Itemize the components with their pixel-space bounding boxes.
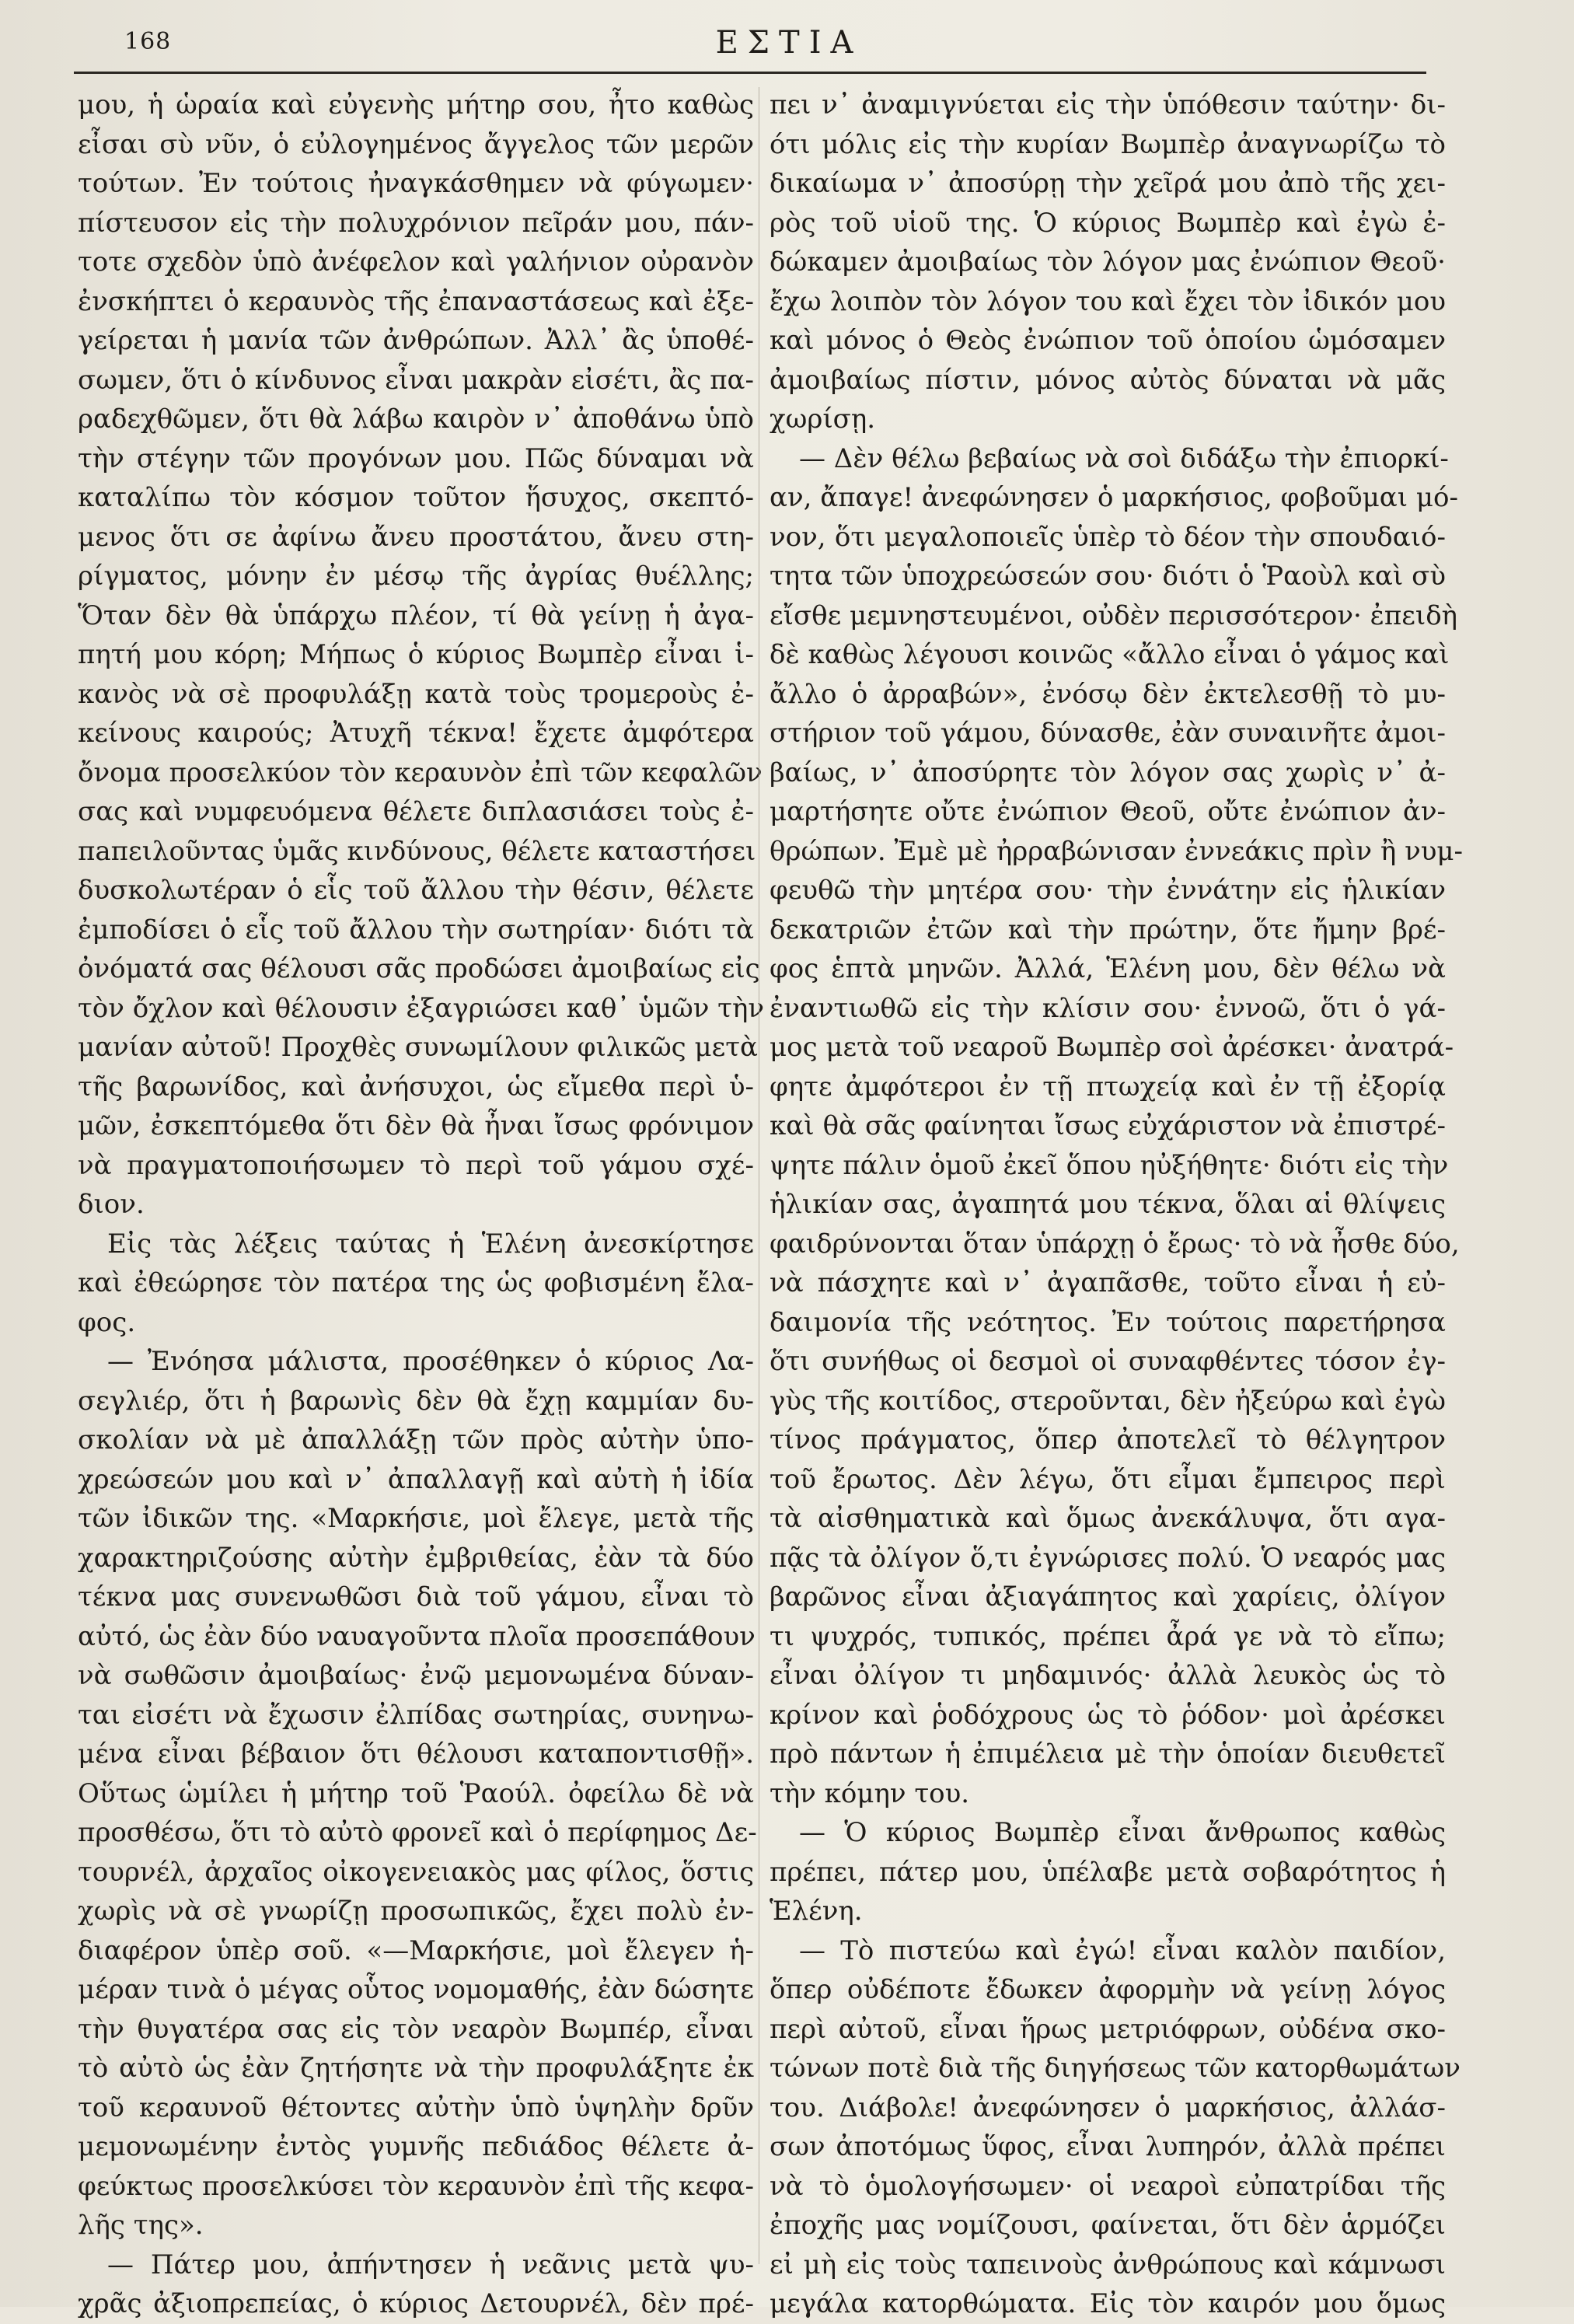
text-line: — Πάτερ μου, ἀπήντησεν ἡ νεᾶνις μετὰ ψυ- — [107, 2249, 754, 2280]
text-line: τοῦ κεραυνοῦ θέτοντες αὐτὴν ὑπὸ ὑψηλὴν δρῦν — [78, 2092, 754, 2123]
text-line: τουρνέλ, ἀρχαῖος οἰκογενειακὸς μας φίλος, ὅστις — [78, 1856, 754, 1888]
text-line: πίστευσον εἰς τὴν πολυχρόνιον πεῖράν μου, πάν- — [78, 207, 754, 239]
text-line: τὸν ὄχλον καὶ θέλουσιν ἐξαγριώσει καθ᾽ ὑμῶν τὴν — [78, 992, 765, 1024]
text-line: εἴσθε μεμνηστευμένοι, οὐδὲν περισσότερον· ἐπειδὴ — [770, 599, 1458, 631]
text-line: ἐμποδίσει ὁ εἷς τοῦ ἄλλου τὴν σωτηρίαν· διότι τὰ — [78, 914, 754, 945]
text-line: πᾷς τὰ ὀλίγον ὅ,τι ἐγνώρισες πολύ. Ὁ νεαρός μας — [770, 1542, 1446, 1574]
text-line: ἄλλο ὁ ἀρραβών», ἐνόσῳ δὲν ἐκτελεσθῇ τὸ μυ- — [770, 678, 1446, 710]
text-line: χρᾶς ἀξιοπρεπείας, ὁ κύριος Δετουρνέλ, δὲν πρέ- — [78, 2288, 754, 2319]
text-line: πητή μου κόρη; Μήπως ὁ κύριος Βωμπὲρ εἶναι ἱ- — [78, 639, 754, 670]
text-line: λῆς της». — [78, 2210, 204, 2241]
text-line: εἶναι ὀλίγον τι μηδαμινός· ἀλλὰ λευκὸς ὡς τὸ — [770, 1660, 1446, 1691]
text-line: — Ὁ κύριος Βωμπὲρ εἶναι ἄνθρωπος καθὼς — [799, 1817, 1446, 1848]
text-line: θρώπων. Ἐμὲ μὲ ἠρραβώνισαν ἐννεάκις πρὶν ἢ νυμ- — [770, 835, 1464, 867]
text-line: τοτε σχεδὸν ὑπὸ ἀνέφελον καὶ γαλήνιον οὐρανὸν — [78, 246, 754, 278]
text-line: τέκνα μας συνενωθῶσι διὰ τοῦ γάμου, εἶναι τὸ — [78, 1581, 754, 1613]
text-line: χωρίσῃ. — [770, 404, 876, 435]
text-line: μανίαν αὐτοῦ! Προχθὲς συνωμίλουν φιλικῶς μετὰ — [78, 1032, 759, 1063]
text-line: γείρεται ἡ μανία τῶν ἀνθρώπων. Ἀλλ᾽ ἂς ὑποθέ- — [78, 325, 754, 356]
text-line: βαίως, ν᾽ ἀποσύρητε τὸν λόγον σας χωρὶς ν᾽ ἀ- — [770, 757, 1446, 788]
text-line: φευθῶ τὴν μητέρα σου· τὴν ἐννάτην εἰς ἡλικίαν — [770, 875, 1446, 906]
text-line: τὴν στέγην τῶν προγόνων μου. Πῶς δύναμαι νὰ — [78, 442, 754, 474]
text-line: ὄνομα προσελκύον τὸν κεραυνὸν ἐπὶ τῶν κεφαλῶν — [78, 757, 763, 788]
text-line: δεκατριῶν ἐτῶν καὶ τὴν πρώτην, ὅτε ἤμην βρέ- — [770, 914, 1446, 945]
text-line: βαρῶνος εἶναι ἀξιαγάπητος καὶ χαρίεις, ὀλίγον — [770, 1581, 1446, 1613]
text-line: γὺς τῆς κοιτίδος, στεροῦνται, δὲν ἠξεύρω καὶ ἐγὼ — [770, 1385, 1446, 1417]
text-line: πρέπει, πάτερ μου, ὑπέλαβε μετὰ σοβαρότητος ἡ — [770, 1856, 1446, 1888]
text-line: φος. — [78, 1306, 136, 1338]
text-line: διον. — [78, 1189, 145, 1220]
text-line: τῆς βαρωνίδος, καὶ ἀνήσυχοι, ὡς εἴμεθα περὶ ὑ- — [78, 1071, 754, 1103]
text-line: καταλίπω τὸν κόσμον τοῦτον ἥσυχος, σκεπτό- — [78, 482, 754, 513]
text-line: νὰ πραγματοποιήσωμεν τὸ περὶ τοῦ γάμου σχέ- — [78, 1149, 754, 1181]
text-line: σκολίαν νὰ μὲ ἀπαλλάξῃ τῶν πρὸς αὐτὴν ὑπο- — [78, 1424, 754, 1456]
text-line: ἐναντιωθῶ εἰς τὴν κλίσιν σου· ἐννοῶ, ὅτι ὁ γά- — [770, 992, 1446, 1024]
text-line: καὶ μόνος ὁ Θεὸς ἐνώπιον τοῦ ὁποίου ὡμόσαμεν — [770, 325, 1446, 356]
text-line: πει ν᾽ ἀναμιγνύεται εἰς τὴν ὑπόθεσιν ταύτην· δι- — [770, 89, 1446, 121]
text-line: πaπειλοῦντας ὑμᾶς κινδύνους, θέλετε καταστήσει — [78, 835, 756, 867]
text-line: τούτων. Ἐν τούτοις ἠναγκάσθημεν νὰ φύγωμεν· — [78, 168, 754, 199]
text-line: — Ἐνόησα μάλιστα, προσέθηκεν ὁ κύριος Λα- — [107, 1346, 754, 1377]
text-line: ὀνόματά σας θέλουσι σᾶς προδώσει ἀμοιβαίως εἰς — [78, 953, 760, 984]
text-line: δυσκολωτέραν ὁ εἷς τοῦ ἄλλου τὴν θέσιν, θέλετε — [78, 875, 754, 906]
page-number: 168 — [124, 28, 172, 55]
text-line: χαρακτηριζούσης αὐτὴν ἐμβριθείας, ἐὰν τὰ δύο — [78, 1542, 754, 1574]
text-line: καὶ θὰ σᾶς φαίνηται ἴσως εὐχάριστον νὰ ἐπιστρέ- — [770, 1110, 1446, 1141]
text-line: δὲ καθὼς λέγουσι κοινῶς «ἄλλο εἶναι ὁ γάμος καὶ — [770, 639, 1450, 670]
text-line: τῶν ἰδικῶν της. «Μαρκήσιε, μοὶ ἔλεγε, μετὰ τῆς — [78, 1503, 754, 1534]
text-line: φητε ἀμφότεροι ἐν τῇ πτωχείᾳ καὶ ἐν τῇ ἐξορίᾳ — [770, 1071, 1446, 1103]
text-line: φος ἑπτὰ μηνῶν. Ἀλλά, Ἑλένη μου, δὲν θέλω νὰ — [770, 953, 1446, 984]
text-line: ψητε πάλιν ὁμοῦ ἐκεῖ ὅπου ηὐξήθητε· διότι εἰς τὴν — [770, 1149, 1449, 1181]
text-line: στήριον τοῦ γάμου, δύνασθε, ἐὰν συναινῆτε ἀμοι- — [770, 718, 1446, 749]
text-line: ἔχω λοιπὸν τὸν λόγον του καὶ ἔχει τὸν ἰδικόν μου — [770, 285, 1446, 317]
text-line: χωρὶς νὰ σὲ γνωρίζῃ προσωπικῶς, ἔχει πολὺ ἐν- — [78, 1896, 754, 1927]
text-line: μεγάλα κατορθώματα. Εἰς τὸν καιρόν μου ὅμως — [770, 2288, 1446, 2319]
text-line: ὅπερ οὐδέποτε ἔδωκεν ἀφορμὴν νὰ γείνῃ λόγος — [770, 1974, 1446, 2005]
text-line: σας καὶ νυμφευόμενα θέλετε διπλασιάσει τοὺς ἐ- — [78, 796, 754, 827]
text-line: καὶ ἐθεώρησε τὸν πατέρα της ὡς φοβισμένη ἔλα- — [78, 1267, 754, 1298]
text-line: αὐτό, ὡς ἐὰν δύο ναυαγοῦντα πλοῖα προσεπάθουν — [78, 1620, 756, 1652]
text-line: ότι μόλις εἰς τὴν κυρίαν Βωμπὲρ ἀναγνωρίζω τὸ — [770, 128, 1446, 160]
text-line: Εἰς τὰς λέξεις ταύτας ἡ Ἑλένη ἀνεσκίρτησε — [107, 1228, 754, 1260]
text-line: κανὸς νὰ σὲ προφυλάξῃ κατὰ τοὺς τρομεροὺς ἐ- — [78, 678, 754, 710]
text-line: διαφέρον ὑπὲρ σοῦ. «—Μαρκήσιε, μοὶ ἔλεγεν ἡ- — [78, 1934, 754, 1966]
text-line: κρίνον καὶ ῥοδόχρους ὡς τὸ ῥόδον· μοὶ ἀρέσκει — [770, 1699, 1446, 1731]
text-line: εἶσαι σὺ νῦν, ὁ εὐλογημένος ἄγγελος τῶν μερῶν — [78, 128, 754, 160]
text-line: — Τὸ πιστεύω καὶ ἐγώ! εἶναι καλὸν παιδίον, — [799, 1934, 1446, 1966]
text-line: νον, ὅτι μεγαλοποιεῖς ὑπὲρ τὸ δέον τὴν σπουδαιό- — [770, 521, 1446, 553]
text-line: δικαίωμα ν᾽ ἀποσύρῃ τὴν χεῖρά μου ἀπὸ τῆς χει- — [770, 168, 1446, 199]
text-line: ὅτι συνήθως οἱ δεσμοὶ οἱ συναφθέντες τόσον ἐγ- — [770, 1346, 1446, 1377]
text-line: σωμεν, ὅτι ὁ κίνδυνος εἶναι μακρὰν εἰσέτι, ἂς πα- — [78, 364, 754, 396]
text-line: δώκαμεν ἀμοιβαίως τὸν λόγον μας ἐνώπιον Θεοῦ· — [770, 246, 1446, 278]
text-line: ται εἰσέτι νὰ ἔχωσιν ἐλπίδας σωτηρίας, συνηνω- — [78, 1699, 754, 1731]
text-line: τι ψυχρός, τυπικός, πρέπει ἆρά γε νὰ τὸ εἴπω; — [770, 1620, 1446, 1652]
text-line: νὰ πάσχητε καὶ ν᾽ ἀγαπᾶσθε, τοῦτο εἶναι ἡ εὐ- — [770, 1267, 1446, 1298]
page-header — [74, 22, 1504, 68]
text-line: Ἑλένη. — [770, 1896, 863, 1927]
text-line: ἀμοιβαίως πίστιν, μόνος αὐτὸς δύναται νὰ μᾶς — [770, 364, 1446, 396]
text-line: μεμονωμένην ἐντὸς γυμνῆς πεδιάδος θέλετε ἀ- — [78, 2131, 754, 2162]
text-line: μῶν, ἐσκεπτόμεθα ὅτι δὲν θὰ ἦναι ἴσως φρόνιμον — [78, 1110, 754, 1141]
text-line: σεγλιέρ, ὅτι ἡ βαρωνὶς δὲν θὰ ἔχῃ καμμίαν δυ- — [78, 1385, 754, 1417]
text-line: μέραν τινὰ ὁ μέγας οὗτος νομομαθής, ἐὰν δώσητε — [78, 1974, 754, 2005]
text-line: χρεώσεών μου καὶ ν᾽ ἀπαλλαγῇ καὶ αὐτὴ ἡ ἰδία — [78, 1463, 754, 1495]
text-line: πρὸ πάντων ἡ ἐπιμέλεια μὲ τὴν ὁποίαν διευθετεῖ — [770, 1739, 1446, 1770]
text-line: τώνων ποτὲ διὰ τῆς διηγήσεως τῶν κατορθωμάτων — [770, 2053, 1461, 2084]
left-text-column — [78, 86, 765, 2319]
text-line: τοῦ ἔρωτος. Δὲν λέγω, ὅτι εἶμαι ἔμπειρος περὶ — [770, 1463, 1446, 1495]
text-line: τὸ αὐτὸ ὡς ἐὰν ζητήσητε νὰ τὴν προφυλάξητε ἐκ — [78, 2053, 754, 2084]
text-line: μου, ἡ ὡραία καὶ εὐγενὴς μήτηρ σου, ἦτο καθὼς — [78, 89, 754, 121]
text-line: περὶ αὐτοῦ, εἶναι ἥρως μετριόφρων, οὐδένα σκο- — [770, 2013, 1446, 2045]
text-line: τὰ αἰσθηματικὰ καὶ ὅμως ἀνεκάλυψα, ὅτι αγα- — [770, 1503, 1446, 1534]
text-line: ραδεχθῶμεν, ὅτι θὰ λάβω καιρὸν ν᾽ ἀποθάνω ὑπὸ — [78, 404, 754, 435]
text-line: τὴν θυγατέρα σας εἰς τὸν νεαρὸν Βωμπέρ, εἶναι — [78, 2013, 754, 2045]
text-line: ἐνσκήπτει ὁ κεραυνὸς τῆς ἐπαναστάσεως καὶ ἐξε- — [78, 285, 754, 317]
text-line: τητα τῶν ὑποχρεώσεών σου· διότι ὁ Ῥαοὺλ καὶ σὺ — [770, 561, 1446, 592]
text-line: φαιδρύνονται ὅταν ὑπάρχῃ ὁ ἔρως· τὸ νὰ ἦσθε δύο, — [770, 1228, 1460, 1260]
text-line: δαιμονία τῆς νεότητος. Ἐν τούτοις παρετήρησα — [770, 1306, 1446, 1338]
text-line: ἐποχῆς μας νομίζουσι, φαίνεται, ὅτι δὲν ἁρμόζει — [770, 2210, 1446, 2241]
text-line: σων ἀποτόμως ὕφος, εἶναι λυπηρόν, ἀλλὰ πρέπει — [770, 2131, 1446, 2162]
header-rule — [74, 72, 1426, 74]
text-line: εἰ μὴ εἰς τοὺς ταπεινοὺς ἀνθρώπους καὶ κάμνωσι — [770, 2249, 1446, 2280]
text-line: Οὕτως ὡμίλει ἡ μήτηρ τοῦ Ῥαούλ. ὀφείλω δὲ νὰ — [78, 1777, 754, 1809]
text-line: — Δὲν θέλω βεβαίως νὰ σοὶ διδάξω τὴν ἐπιορκί- — [799, 442, 1449, 474]
right-text-column — [770, 86, 1464, 2319]
text-line: ρίγματος, μόνην ἐν μέσῳ τῆς ἀγρίας θυέλλης; — [78, 561, 754, 592]
text-line: κείνους καιρούς; Ἀτυχῆ τέκνα! ἔχετε ἀμφότερα — [78, 718, 754, 749]
text-line: φεύκτως προσελκύσει τὸν κεραυνὸν ἐπὶ τῆς κεφα- — [78, 2170, 754, 2202]
text-line: Ὅταν δὲν θὰ ὑπάρχω πλέον, τί θὰ γείνῃ ἡ ἀγα- — [78, 599, 754, 631]
text-line: τίνος πράγματος, ὅπερ ἀποτελεῖ τὸ θέλγητρον — [770, 1424, 1446, 1456]
text-line: αν, ἄπαγε! ἀνεφώνησεν ὁ μαρκήσιος, φοβοῦμαι μό- — [770, 482, 1458, 513]
text-line: μαρτήσητε οὔτε ἐνώπιον Θεοῦ, οὔτε ἐνώπιον ἀν- — [770, 796, 1446, 827]
text-line: μενος ὅτι σε ἀφίνω ἄνευ προστάτου, ἄνευ στη- — [78, 521, 754, 553]
text-line: νὰ τὸ ὁμολογήσωμεν· οἱ νεαροὶ εὐπατρίδαι τῆς — [770, 2170, 1446, 2202]
running-title: ΕΣΤΙΑ — [715, 25, 863, 61]
text-line: νὰ σωθῶσιν ἀμοιβαίως· ἐνῷ μεμονωμένα δύναν- — [78, 1660, 754, 1691]
text-line: του. Διάβολε! ἀνεφώνησεν ὁ μαρκήσιος, ἀλλάσ- — [770, 2092, 1446, 2123]
text-line: μος μετὰ τοῦ νεαροῦ Βωμπὲρ σοὶ ἀρέσκει· ἀνατρά- — [770, 1032, 1454, 1063]
text-line: ἡλικίαν σας, ἀγαπητά μου τέκνα, ὅλαι αἱ θλίψεις — [770, 1189, 1446, 1220]
text-line: μένα εἶναι βέβαιον ὅτι θέλουσι καταποντισθῇ». — [78, 1739, 754, 1770]
text-line: ρὸς τοῦ υἱοῦ της. Ὁ κύριος Βωμπὲρ καὶ ἐγὼ ἐ- — [770, 207, 1446, 239]
text-line: προσθέσω, ὅτι τὸ αὐτὸ φρονεῖ καὶ ὁ περίφημος Δε- — [78, 1817, 757, 1848]
text-line: τὴν κόμην του. — [770, 1777, 970, 1809]
